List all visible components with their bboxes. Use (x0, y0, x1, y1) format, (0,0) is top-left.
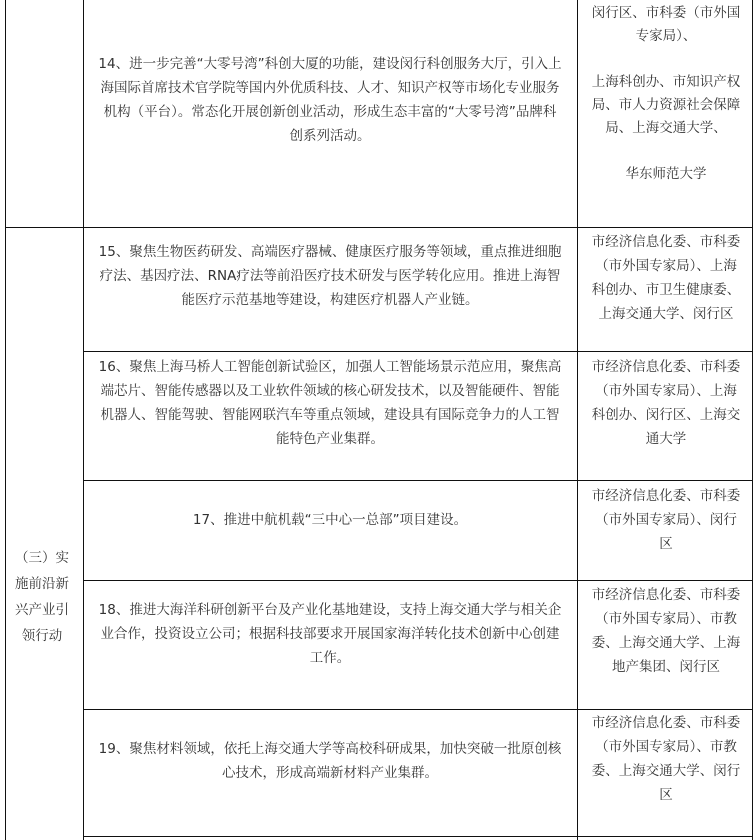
responsible-text-line: 市经济信息化委、市科委 (591, 359, 741, 375)
responsible-text-line: 市经济信息化委、市科委 (591, 234, 741, 250)
task-cell-19 (88, 737, 572, 785)
row-divider-3 (83, 480, 753, 481)
task-text-line: 工作。 (309, 650, 351, 666)
responsible-text-line: 通大学 (645, 431, 687, 447)
task-text-line: 端芯片、智能传感器以及工业软件领域的核心研发技术，以及智能硬件、智能 (100, 383, 560, 399)
column-divider-2 (577, 0, 578, 840)
responsible-cell-16 (582, 355, 750, 451)
section-label-line: （三）实 (15, 550, 69, 566)
responsible-text-line: 上海科创办、市知识产权 (591, 74, 741, 90)
responsible-text-line (582, 48, 750, 71)
section-label-line: 施前沿新 (15, 576, 69, 592)
task-text-line: 16、聚焦上海马桥人工智能创新试验区，加强人工智能场景示范应用，聚焦高 (98, 359, 562, 375)
responsible-text-line: 专家局）、 (635, 28, 697, 44)
row-divider-6 (83, 836, 753, 837)
task-text-line: 机器人、智能驾驶、智能网联汽车等重点领域，建设具有国际竞争力的人工智 (100, 407, 560, 423)
task-text-line: 14、进一步完善“大零号湾”科创大厦的功能，建设闵行科创服务大厅，引入上 (98, 56, 562, 72)
task-text-line: 17、推进中航机载“三中心一总部”项目建设。 (192, 512, 468, 528)
responsible-text-line: 局、上海交通大学、 (605, 120, 727, 136)
task-text-line: 能特色产业集群。 (276, 431, 384, 447)
task-text-line: 能医疗示范基地等建设，构建医疗机器人产业链。 (181, 292, 479, 308)
task-text-line: 机构（平台）。常态化开展创新创业活动，形成生态丰富的“大零号湾”品牌科 (103, 104, 557, 120)
task-text-line: 创系列活动。 (289, 128, 371, 144)
responsible-cell-17 (582, 484, 750, 556)
column-divider-1 (83, 0, 84, 840)
responsible-text-line: 委、上海交通大学、闵行 (591, 763, 741, 779)
task-text-line: 15、聚焦生物医药研发、高端医疗器械、健康医疗服务等领域，重点推进细胞 (98, 244, 562, 260)
responsible-text-line: （市外国专家局）、闵行 (595, 512, 737, 528)
responsible-text-line: 局、市人力资源社会保障 (591, 97, 741, 113)
responsible-text-line: 上海交通大学、闵行区 (598, 306, 734, 322)
task-text-line: 心技术，形成高端新材料产业集群。 (222, 765, 438, 781)
responsible-text-line: （市外国专家局）、市教 (595, 739, 737, 755)
task-text-line: 海国际首席技术官学院等国内外优质科技、人才、知识产权等市场化专业服务 (100, 80, 560, 96)
responsible-text-line: 市经济信息化委、市科委 (591, 488, 741, 504)
section-divider (5, 227, 83, 228)
task-cell-15 (88, 240, 572, 312)
task-cell-16 (88, 355, 572, 451)
responsible-text-line: （市外国专家局）、市教 (595, 611, 737, 627)
responsible-text-line: 区 (659, 787, 673, 803)
responsible-cell-18 (582, 583, 750, 679)
table-border-right (752, 0, 753, 840)
responsible-cell-14 (582, 2, 750, 186)
responsible-text-line: 科创办、闵行区、上海交 (591, 407, 741, 423)
section-label (6, 545, 78, 649)
task-cell-17 (88, 508, 572, 532)
task-text-line: 疗法、基因疗法、RNA疗法等前沿医疗技术研发与医学转化应用。推进上海智 (99, 268, 561, 284)
responsible-cell-19 (582, 711, 750, 807)
task-text-line: 业合作，投资设立公司；根据科技部要求开展国家海洋转化技术创新中心创建 (100, 626, 560, 642)
responsible-text-line: 市经济信息化委、市科委 (591, 587, 741, 603)
row-divider-5 (83, 709, 753, 710)
responsible-text-line: 科创办、市卫生健康委、 (591, 282, 741, 298)
responsible-text-line: 闵行区、市科委（市外国 (591, 5, 741, 21)
responsible-text-line: 市经济信息化委、市科委 (591, 715, 741, 731)
responsible-text-line (582, 140, 750, 163)
task-text-line: 19、聚焦材料领域，依托上海交通大学等高校科研成果，加快突破一批原创核 (98, 741, 562, 757)
row-divider-2 (83, 351, 753, 352)
section-label-line: 兴产业引 (15, 602, 69, 618)
responsible-text-line: 区 (659, 536, 673, 552)
section-label-line: 领行动 (21, 628, 63, 644)
task-cell-18 (88, 598, 572, 670)
task-text-line: 18、推进大海洋科研创新平台及产业化基地建设，支持上海交通大学与相关企 (98, 602, 562, 618)
responsible-text-line: （市外国专家局）、上海 (595, 383, 737, 399)
responsible-text-line: 地产集团、闵行区 (612, 659, 720, 675)
responsible-text-line: （市外国专家局）、上海 (595, 258, 737, 274)
row-divider-4 (83, 580, 753, 581)
table-border-left (5, 0, 6, 840)
row-divider-1 (83, 227, 753, 228)
responsible-text-line: 委、上海交通大学、上海 (591, 635, 741, 651)
responsible-text-line: 华东师范大学 (625, 166, 707, 182)
responsible-cell-15 (582, 230, 750, 326)
task-cell-14 (88, 52, 572, 148)
